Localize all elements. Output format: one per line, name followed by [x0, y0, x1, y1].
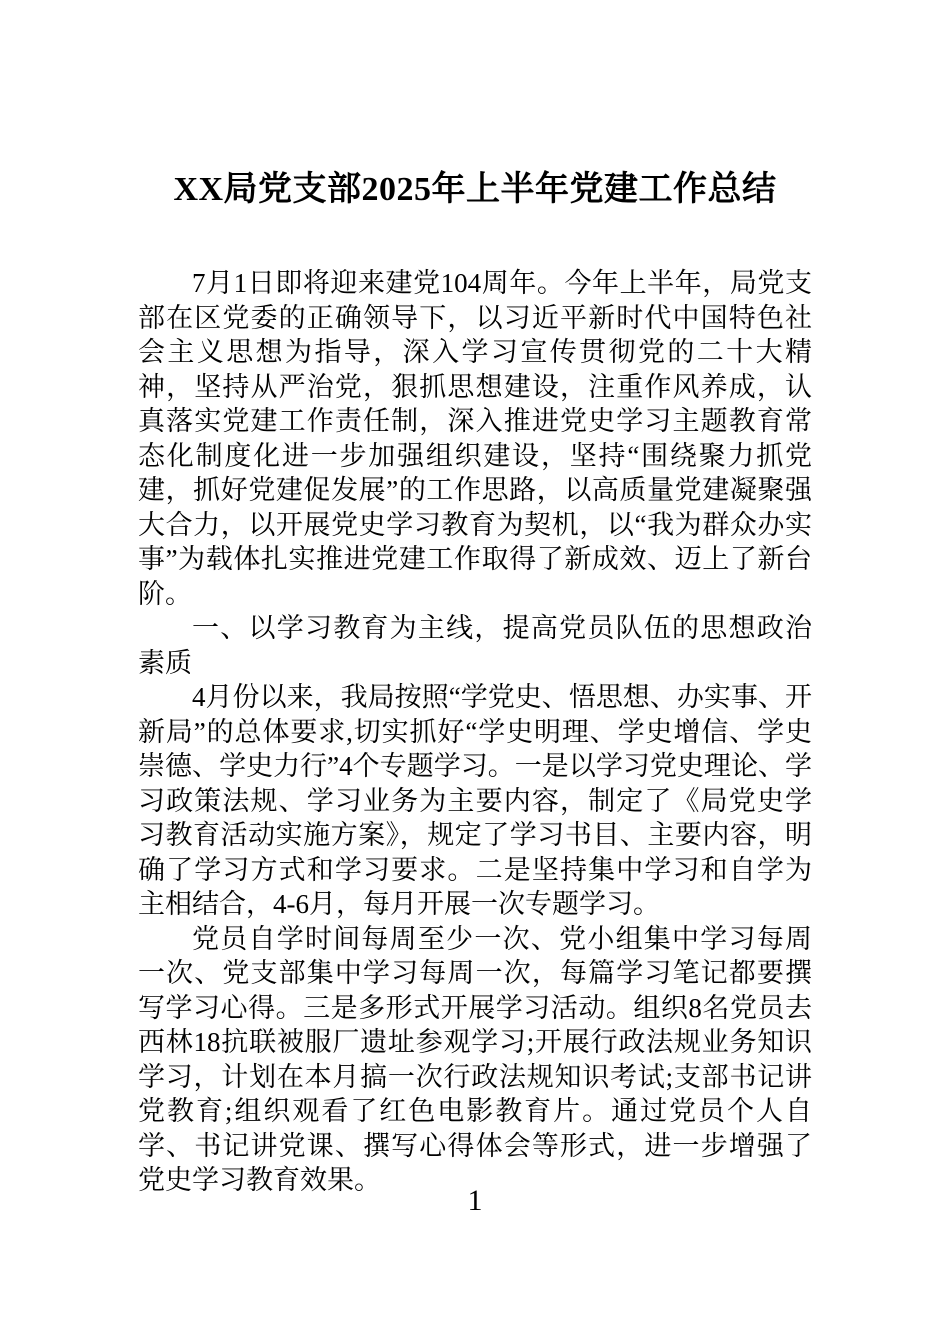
paragraph-study-arrangement: 4月份以来，我局按照“学党史、悟思想、办实事、开新局”的总体要求,切实抓好“学史明理、学史增信、学史崇德、学史力行”4个专题学习。一是以学习党史理论、学习政策法规、学习业务为主要内容，制定了《局党史学习教育活动实施方案》，规定了学习书目、主要内容，明确了学习方式和学习要求。二是坚持集中学习和自学为主相结合，4-6月，每月开展一次专题学习。 — [138, 682, 812, 919]
page-number: 1 — [467, 1184, 483, 1217]
document-body — [138, 266, 812, 1198]
document-title: XX局党支部2025年上半年党建工作总结 — [173, 171, 777, 208]
paragraph-study-activities: 党员自学时间每周至少一次、党小组集中学习每周一次、党支部集中学习每周一次，每篇学习笔记都要撰写学习心得。三是多形式开展学习活动。组织8名党员去西林18抗联被服厂遗址参观学习;开展行政法规业务知识学习，计划在本月搞一次行政法规知识考试;支部书记讲党教育;组织观看了红色电影教育片。通过党员个人自学、书记讲党课、撰写心得体会等形式，进一步增强了党史学习教育效果。 — [138, 923, 812, 1195]
paragraph-intro: 7月1日即将迎来建党104周年。今年上半年，局党支部在区党委的正确领导下，以习近平新时代中国特色社会主义思想为指导，深入学习宣传贯彻党的二十大精神，坚持从严治党，狠抓思想建设，注重作风养成，认真落实党建工作责任制，深入推进党史学习主题教育常态化制度化进一步加强组织建设，坚持“围绕聚力抓党建，抓好党建促发展”的工作思路，以高质量党建凝聚强大合力，以开展党史学习教育为契机，以“我为群众办实事”为载体扎实推进党建工作取得了新成效、迈上了新台阶。 — [138, 268, 812, 609]
section-heading-1: 一、以学习教育为主线，提高党员队伍的思想政治素质 — [138, 613, 812, 678]
